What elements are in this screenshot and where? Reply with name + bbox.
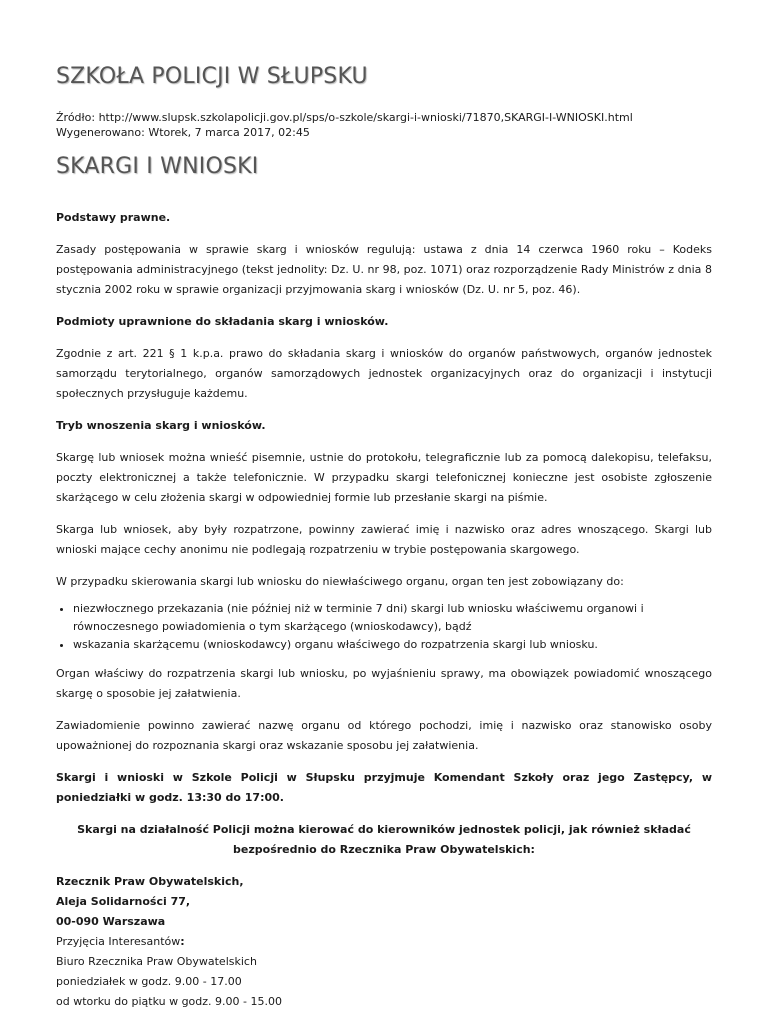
reception-colon: : (180, 935, 185, 948)
obligations-list (56, 600, 712, 654)
paragraph-required-data: Skarga lub wniosek, aby były rozpatrzone, powinny zawierać imię i nazwisko oraz adres wnoszącego. Skargi lub wnioski mające cechy anonimu nie podlegają rozpatrzeniu w trybie postępowania skargowego. (56, 523, 712, 556)
source-line: Źródło: http://www.slupsk.szkolapolicji.gov.pl/sps/o-szkole/skargi-i-wnioski/71870,SKARGI-I-WNIOSKI.html (56, 111, 633, 124)
article-content (56, 208, 712, 1012)
page-title: SKARGI I WNIOSKI (56, 154, 259, 179)
paragraph-entitled-entities: Zgodnie z art. 221 § 1 k.p.a. prawo do składania skarg i wniosków do organów państwowych, organów jednostek samorządu terytorialnego, organów samorządowych jednostek organizacyjnych oraz do organizacji i instytucji społecznych przysługuje każdemu. (56, 347, 712, 400)
contact-street: Aleja Solidarności 77, (56, 895, 191, 908)
generated-line: Wygenerowano: Wtorek, 7 marca 2017, 02:45 (56, 126, 310, 139)
contact-reception (56, 932, 712, 952)
site-title: SZKOŁA POLICJI W SŁUPSKU (56, 64, 368, 89)
contact-office: Biuro Rzecznika Praw Obywatelskich (56, 955, 257, 968)
contact-city: 00-090 Warszawa (56, 915, 166, 928)
contact-hours-weekdays: od wtorku do piątku w godz. 9.00 - 15.00 (56, 995, 282, 1008)
list-item: • wskazania skarżącemu (wnioskodawcy) organu właściwego do rozpatrzenia skargi lub wniosku. (73, 636, 712, 654)
document-meta (56, 110, 712, 140)
paragraph-legal-basis: Zasady postępowania w sprawie skarg i wniosków regulują: ustawa z dnia 14 czerwca 1960 roku – Kodeks postępowania administracyjnego (tekst jednolity: Dz. U. nr 98, poz. 1071) oraz rozporządzenie Rady Ministrów z dnia 8 stycznia 2002 roku w sprawie organizacji przyjmowania skarg i wniosków (Dz. U. nr 5, poz. 46). (56, 243, 712, 296)
paragraph-school-hours: Skargi i wnioski w Szkole Policji w Słupsku przyjmuje Komendant Szkoły oraz jego Zastępcy, w poniedziałki w godz. 13:30 do 17:00. (56, 771, 712, 804)
contact-name: Rzecznik Praw Obywatelskich, (56, 875, 244, 888)
contact-hours-monday: poniedziałek w godz. 9.00 - 17.00 (56, 975, 242, 988)
paragraph-wrong-authority: W przypadku skierowania skargi lub wniosku do niewłaściwego organu, organ ten jest zobowiązany do: (56, 575, 624, 588)
paragraph-authority-duty: Organ właściwy do rozpatrzenia skargi lub wniosku, po wyjaśnieniu sprawy, ma obowiązek powiadomić wnoszącego skargę o sposobie jej załatwienia. (56, 667, 712, 700)
reception-label: Przyjęcia Interesantów (56, 935, 181, 948)
paragraph-submission-forms: Skargę lub wniosek można wnieść pisemnie, ustnie do protokołu, telegraficznie lub za pomocą dalekopisu, telefaksu, poczty elektronicznej a także telefonicznie. W przypadku skargi telefonicznej konieczne jest osobiste zgłoszenie skarżącego w celu złożenia skargi w odpowiedniej formie lub przesłanie skargi na piśmie. (56, 451, 712, 504)
heading-entitled-entities: Podmioty uprawnione do składania skarg i wniosków. (56, 315, 389, 328)
heading-submission-mode: Tryb wnoszenia skarg i wniosków. (56, 419, 266, 432)
heading-legal-basis: Podstawy prawne. (56, 211, 171, 224)
list-item: • niezwłocznego przekazania (nie później niż w terminie 7 dni) skargi lub wniosku właściwemu organowi i równoczesnego powiadomienia o tym skarżącego (wnioskodawcy), bądź (73, 600, 712, 636)
paragraph-police-complaints: Skargi na działalność Policji można kierować do kierowników jednostek policji, jak również składać bezpośrednio do Rzecznika Praw Obywatelskich: (77, 823, 691, 856)
paragraph-notice-content: Zawiadomienie powinno zawierać nazwę organu od którego pochodzi, imię i nazwisko oraz stanowisko osoby upoważnionej do rozpoznania skargi oraz wskazanie sposobu jej załatwienia. (56, 719, 712, 752)
contact-block (56, 872, 712, 1012)
